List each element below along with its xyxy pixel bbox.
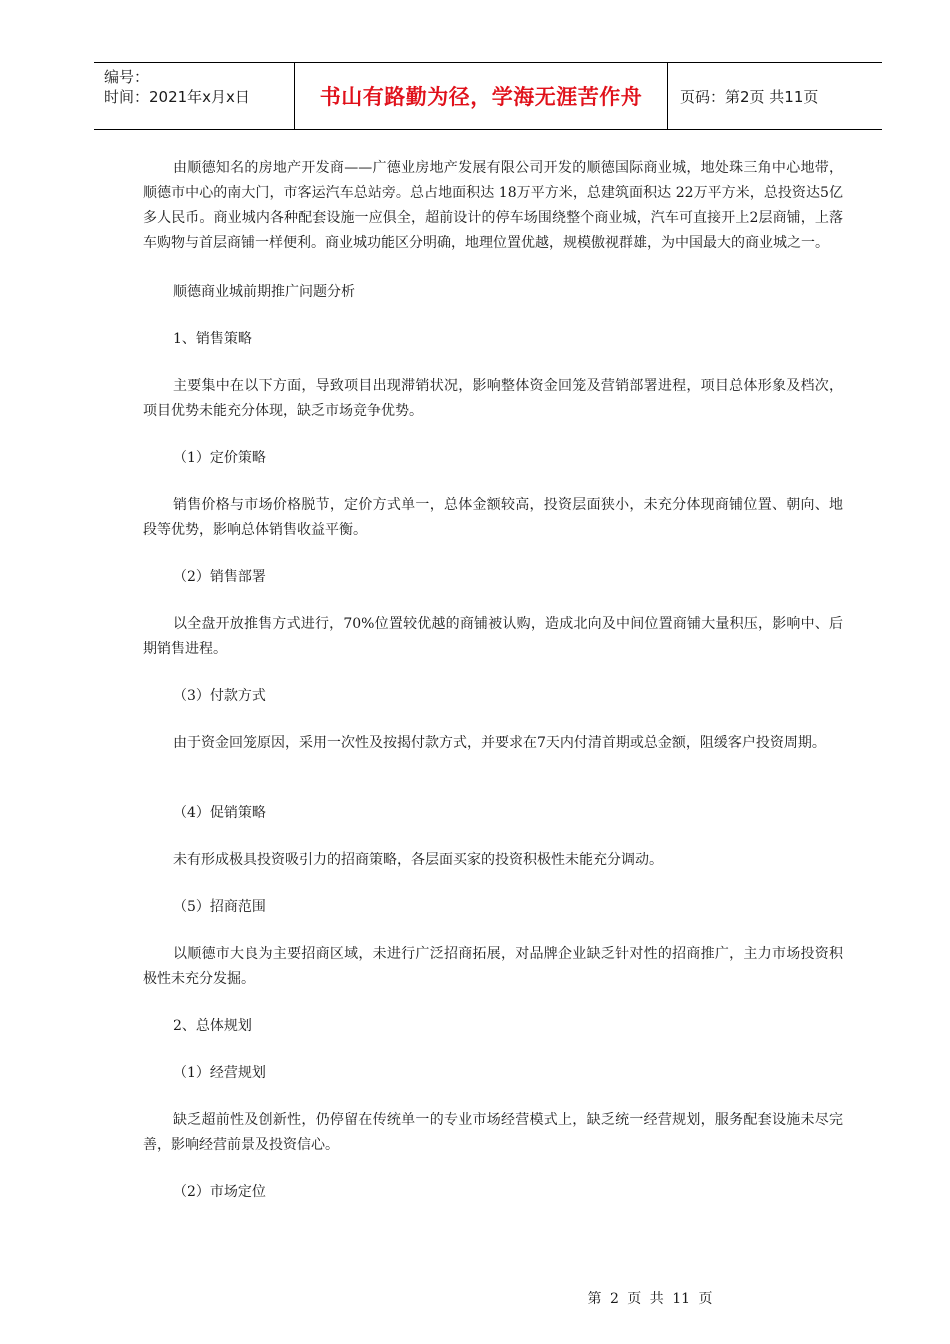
paragraph-sales-strategy: 主要集中在以下方面，导致项目出现滞销状况，影响整体资金回笼及营销部署进程，项目总体形象及档次，项目优势未能充分体现，缺乏市场竞争优势。 [143,378,843,419]
document-time-label: 时间：2021年x月x日 [104,88,250,106]
heading-overall-planning: 2、总体规划 [173,1018,252,1034]
document-body [143,156,843,1205]
intro-paragraph: 由顺德知名的房地产开发商——广德业房地产发展有限公司开发的顺德国际商业城，地处珠三角中心地带，顺德市中心的南大门，市客运汽车总站旁。总占地面积达 18万平方米，总建筑面积达 22万平方米，总投资达5亿多人民币。商业城内各种配套设施一应俱全，超前设计的停车场围绕整个商业城，汽车可直接开上2层商铺，上落车购物与首层商铺一样便利。商业城功能区分明确，地理位置优越，规模傲视群雄，为中国最大的商业城之一。 [143,160,843,251]
heading-pricing: （1）定价策略 [173,450,266,466]
section-title: 顺德商业城前期推广问题分析 [173,284,355,300]
paragraph-promotion: 未有形成极具投资吸引力的招商策略，各层面买家的投资积极性未能充分调动。 [173,852,663,868]
header-page-cell [668,63,882,129]
header-page-number: 页码：第2页 共11页 [680,87,819,106]
paragraph-investment-scope: 以顺德市大良为主要招商区域，未进行广泛招商拓展，对品牌企业缺乏针对性的招商推广，主力市场投资积极性未充分发掘。 [143,946,843,987]
paragraph-payment: 由于资金回笼原因，采用一次性及按揭付款方式，并要求在7天内付清首期或总金额，阻缓客户投资周期。 [173,735,826,751]
paragraph-operation-planning: 缺乏超前性及创新性，仍停留在传统单一的专业市场经营模式上，缺乏统一经营规划，服务配套设施未尽完善，影响经营前景及投资信心。 [143,1112,843,1153]
page-footer: 第 2 页 共 11 页 [587,1291,713,1307]
document-number-label: 编号： [104,68,150,86]
heading-investment-scope: （5）招商范围 [173,899,266,915]
heading-payment: （3）付款方式 [173,688,266,704]
heading-promotion: （4）促销策略 [173,805,266,821]
heading-sales-deployment: （2）销售部署 [173,569,266,585]
heading-market-positioning: （2）市场定位 [173,1184,266,1200]
paragraph-sales-deployment: 以全盘开放推售方式进行，70%位置较优越的商铺被认购，造成北向及中间位置商铺大量积压，影响中、后期销售进程。 [143,616,843,657]
page-header [94,62,882,130]
heading-operation-planning: （1）经营规划 [173,1065,266,1081]
header-meta-cell [94,63,295,129]
paragraph-pricing: 销售价格与市场价格脱节，定价方式单一，总体金额较高，投资层面狭小，未充分体现商铺位置、朝向、地段等优势，影响总体销售收益平衡。 [143,497,843,538]
header-motto: 书山有路勤为径，学海无涯苦作舟 [319,85,643,109]
header-motto-cell [295,63,668,129]
heading-sales-strategy: 1、销售策略 [173,331,252,347]
